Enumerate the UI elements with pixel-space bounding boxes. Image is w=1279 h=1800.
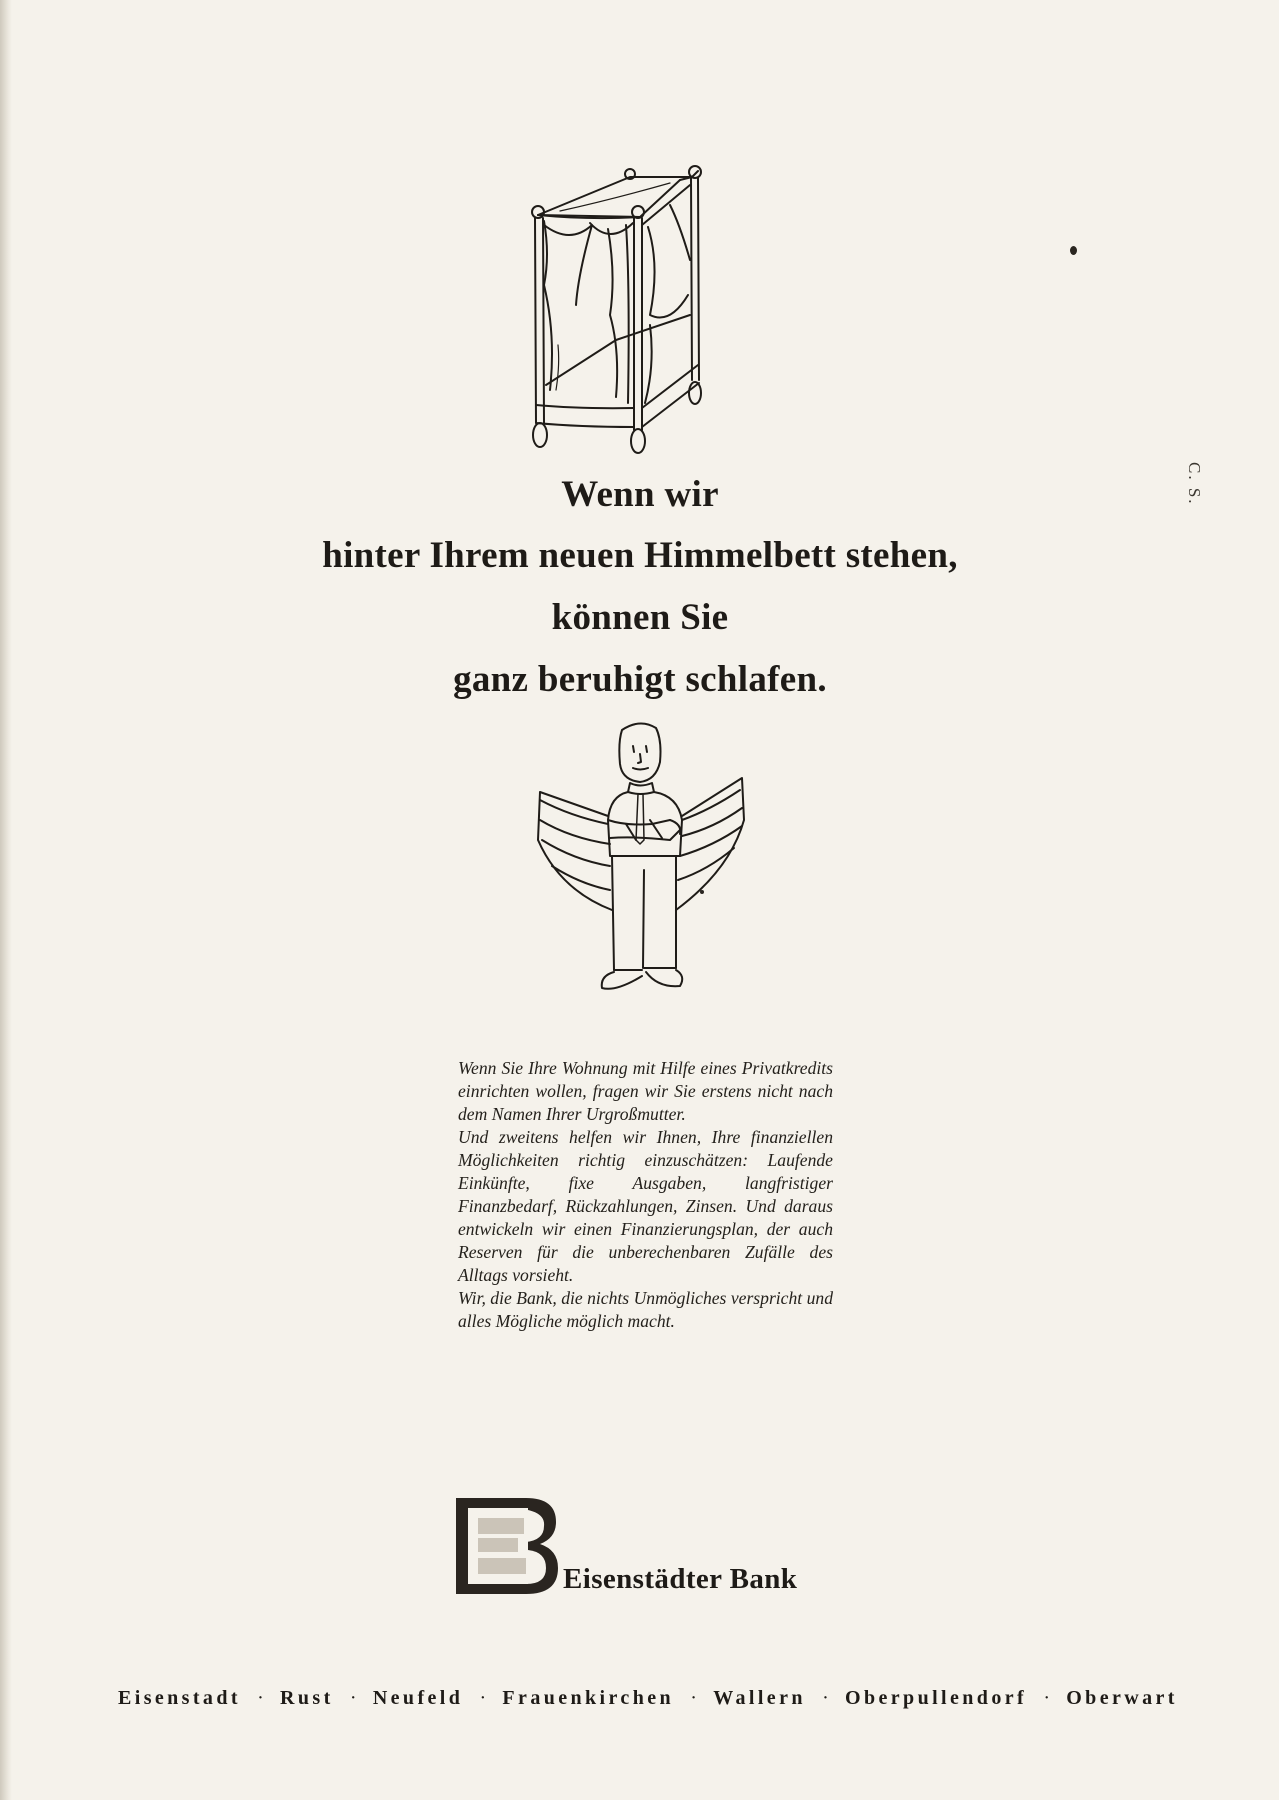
location-item: Neufeld	[372, 1687, 464, 1709]
body-paragraph: Und zweitens helfen wir Ihnen, Ihre finanziellen Möglichkeiten richtig einzuschätzen: Laufende Einkünfte, fixe Ausgaben, langfristiger Finanzbedarf, Rückzahlungen, Zinsen. Und daraus entwickeln wir einen Finanzierungsplan, der auch Reserven für die unberechenbaren Zufälle des Alltags vorsieht.	[458, 1127, 833, 1285]
bank-name: Eisenstädter Bank	[563, 1563, 798, 1595]
eb-logo-icon	[456, 1498, 558, 1594]
headline-line-1: Wenn wir	[561, 474, 719, 515]
winged-banker-icon	[530, 720, 750, 1015]
location-item: Oberpullendorf	[845, 1687, 1028, 1709]
location-separator: ·	[822, 1687, 829, 1709]
location-separator: ·	[1043, 1687, 1050, 1709]
headline-line-3: können Sie	[551, 597, 729, 638]
four-poster-bed-icon	[520, 165, 780, 460]
headline-line-4: ganz beruhigt schlafen.	[453, 659, 827, 700]
location-item: Frauenkirchen	[502, 1687, 675, 1709]
body-paragraph: Wir, die Bank, die nichts Unmögliches verspricht und alles Mögliche möglich macht.	[458, 1288, 833, 1331]
location-item: Rust	[280, 1687, 334, 1709]
ink-speck	[1070, 246, 1077, 255]
location-separator: ·	[257, 1687, 264, 1709]
body-copy	[458, 1057, 833, 1333]
location-item: Oberwart	[1066, 1687, 1178, 1709]
ink-speck	[700, 890, 704, 894]
location-separator: ·	[479, 1687, 487, 1709]
body-paragraph: Wenn Sie Ihre Wohnung mit Hilfe eines Privatkredits einrichten wollen, fragen wir Sie erstens nicht nach dem Namen Ihrer Urgroßmutter.	[458, 1058, 833, 1124]
location-item: Eisenstadt	[118, 1687, 241, 1709]
location-item: Wallern	[713, 1687, 806, 1709]
page-gutter-shadow	[0, 0, 12, 1800]
branch-locations	[118, 1687, 1178, 1710]
location-separator: ·	[349, 1687, 357, 1709]
headline-line-2: hinter Ihrem neuen Himmelbett stehen,	[322, 535, 958, 576]
margin-code: C. S.	[1185, 462, 1204, 506]
location-separator: ·	[690, 1687, 697, 1709]
